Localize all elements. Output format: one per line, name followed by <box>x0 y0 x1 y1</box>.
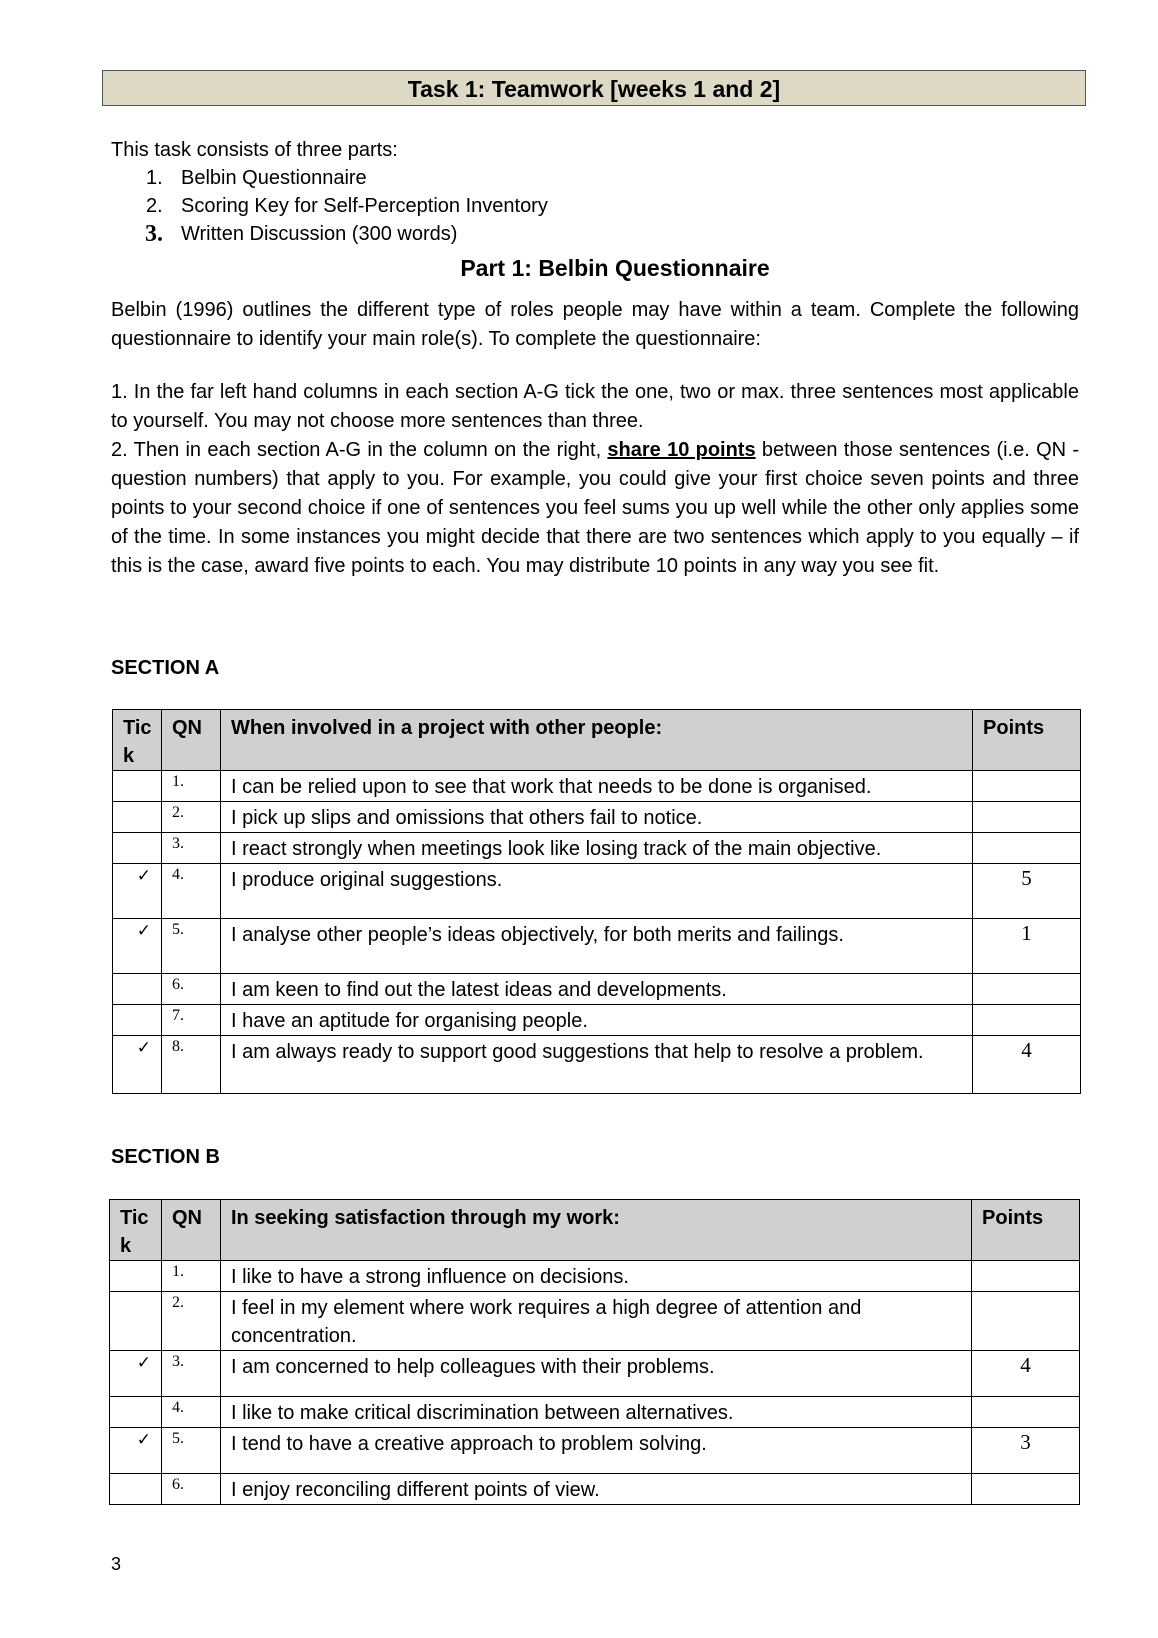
instructions <box>111 378 1079 581</box>
question-number: 3. <box>161 833 220 864</box>
question-number: 4. <box>161 1397 220 1428</box>
task-title: Task 1: Teamwork [weeks 1 and 2] <box>102 70 1086 106</box>
points-cell <box>972 1474 1080 1505</box>
table-row <box>113 974 1081 1005</box>
question-number: 3. <box>161 1351 220 1397</box>
header-prompt: When involved in a project with other people: <box>220 710 972 771</box>
statement: I have an aptitude for organising people. <box>220 1005 972 1036</box>
instruction-step-1: 1. In the far left hand columns in each section A-G tick the one, two or max. three sentences most applicable to yourself. You may not choose more sentences than three. <box>111 381 1079 432</box>
table-header-row <box>110 1200 1080 1261</box>
section-b-heading: SECTION B <box>111 1146 220 1168</box>
points-cell <box>973 833 1081 864</box>
header-points: Points <box>973 710 1081 771</box>
header-prompt: In seeking satisfaction through my work: <box>220 1200 971 1261</box>
table-row <box>113 802 1081 833</box>
table-row <box>113 833 1081 864</box>
points-cell <box>973 771 1081 802</box>
statement: I am always ready to support good suggestions that help to resolve a problem. <box>220 1036 972 1094</box>
tick-cell <box>110 1474 162 1505</box>
section-a-heading: SECTION A <box>111 657 220 679</box>
question-number: 1. <box>161 771 220 802</box>
table-row <box>110 1428 1080 1474</box>
header-points: Points <box>972 1200 1080 1261</box>
points-cell <box>972 1397 1080 1428</box>
tick-cell: ✓ <box>110 1351 162 1397</box>
description <box>111 296 1079 354</box>
question-number: 1. <box>161 1261 220 1292</box>
table-row <box>113 919 1081 974</box>
table-row <box>113 1036 1081 1094</box>
statement: I analyse other people’s ideas objectively, for both merits and failings. <box>220 919 972 974</box>
list-number: 1. <box>146 167 163 189</box>
description-text: Belbin (1996) outlines the different type of roles people may have within a team. Complete the following questionnaire to identify your main role(s). To complete the questionnaire: <box>111 299 1079 350</box>
points-cell: 3 <box>972 1428 1080 1474</box>
list-item <box>111 164 548 192</box>
question-number: 7. <box>161 1005 220 1036</box>
tick-cell <box>113 833 162 864</box>
table-row <box>113 1005 1081 1036</box>
tick-cell <box>110 1261 162 1292</box>
statement: I enjoy reconciling different points of view. <box>220 1474 971 1505</box>
step2-start: 2. Then in each section A-G in the column on the right, <box>111 439 602 461</box>
instruction-step-2 <box>111 436 1079 581</box>
table-row <box>110 1292 1080 1351</box>
tick-cell: ✓ <box>113 1036 162 1094</box>
statement: I react strongly when meetings look like losing track of the main objective. <box>220 833 972 864</box>
section-a-table <box>112 709 1081 1094</box>
question-number: 2. <box>161 1292 220 1351</box>
statement: I am concerned to help colleagues with their problems. <box>220 1351 971 1397</box>
table-row <box>113 771 1081 802</box>
statement: I pick up slips and omissions that others fail to notice. <box>220 802 972 833</box>
header-qn: QN <box>161 1200 220 1261</box>
header-qn: QN <box>161 710 220 771</box>
table-row <box>113 864 1081 919</box>
points-cell: 1 <box>973 919 1081 974</box>
question-number: 8. <box>161 1036 220 1094</box>
statement: I tend to have a creative approach to problem solving. <box>220 1428 971 1474</box>
statement: I am keen to find out the latest ideas and developments. <box>220 974 972 1005</box>
list-number: 2. <box>146 195 163 217</box>
page-number: 3 <box>111 1554 122 1574</box>
question-number: 5. <box>161 919 220 974</box>
points-cell: 4 <box>972 1351 1080 1397</box>
question-number: 4. <box>161 864 220 919</box>
emphasis: share 10 points <box>607 439 756 461</box>
points-cell <box>973 802 1081 833</box>
statement: I like to have a strong influence on decisions. <box>220 1261 971 1292</box>
tick-cell <box>113 771 162 802</box>
list-label: Belbin Questionnaire <box>181 167 367 189</box>
points-cell <box>972 1292 1080 1351</box>
step2-end: between those sentences (i.e. QN - question numbers) that apply to you. For example, you could give your first choice seven points and three points to your second choice if one of sentences you feel sums you up well while the other only applies some of the time. In some instances you might decide that there are two sentences which apply to you equally – if this is the case, award five points to each. You may distribute 10 points in any way you see fit. <box>111 439 1080 577</box>
list-item <box>111 220 548 248</box>
header-tick: Tic k <box>113 710 162 771</box>
parts-list <box>111 164 548 248</box>
points-cell <box>973 974 1081 1005</box>
statement: I feel in my element where work requires a high degree of attention and concentration. <box>220 1292 971 1351</box>
section-b-table <box>109 1199 1080 1505</box>
points-cell <box>972 1261 1080 1292</box>
statement: I can be relied upon to see that work that needs to be done is organised. <box>220 771 972 802</box>
intro-lead: This task consists of three parts: <box>111 139 398 161</box>
tick-cell <box>113 802 162 833</box>
tick-cell <box>113 1005 162 1036</box>
points-cell <box>973 1005 1081 1036</box>
table-row <box>110 1474 1080 1505</box>
list-item <box>111 192 548 220</box>
question-number: 5. <box>161 1428 220 1474</box>
tick-cell: ✓ <box>113 919 162 974</box>
question-number: 6. <box>161 1474 220 1505</box>
part-title: Part 1: Belbin Questionnaire <box>460 255 770 281</box>
tick-cell <box>113 974 162 1005</box>
question-number: 2. <box>161 802 220 833</box>
list-label: Written Discussion (300 words) <box>181 223 458 245</box>
tick-cell <box>110 1292 162 1351</box>
tick-cell: ✓ <box>113 864 162 919</box>
points-cell: 5 <box>973 864 1081 919</box>
points-cell: 4 <box>973 1036 1081 1094</box>
tick-cell: ✓ <box>110 1428 162 1474</box>
table-header-row <box>113 710 1081 771</box>
table-row <box>110 1351 1080 1397</box>
intro <box>111 136 548 248</box>
list-label: Scoring Key for Self-Perception Inventory <box>181 195 548 217</box>
statement: I like to make critical discrimination between alternatives. <box>220 1397 971 1428</box>
table-row <box>110 1397 1080 1428</box>
header-tick: Tic k <box>110 1200 162 1261</box>
tick-cell <box>110 1397 162 1428</box>
statement: I produce original suggestions. <box>220 864 972 919</box>
question-number: 6. <box>161 974 220 1005</box>
table-row <box>110 1261 1080 1292</box>
list-number: 3. <box>145 221 163 247</box>
